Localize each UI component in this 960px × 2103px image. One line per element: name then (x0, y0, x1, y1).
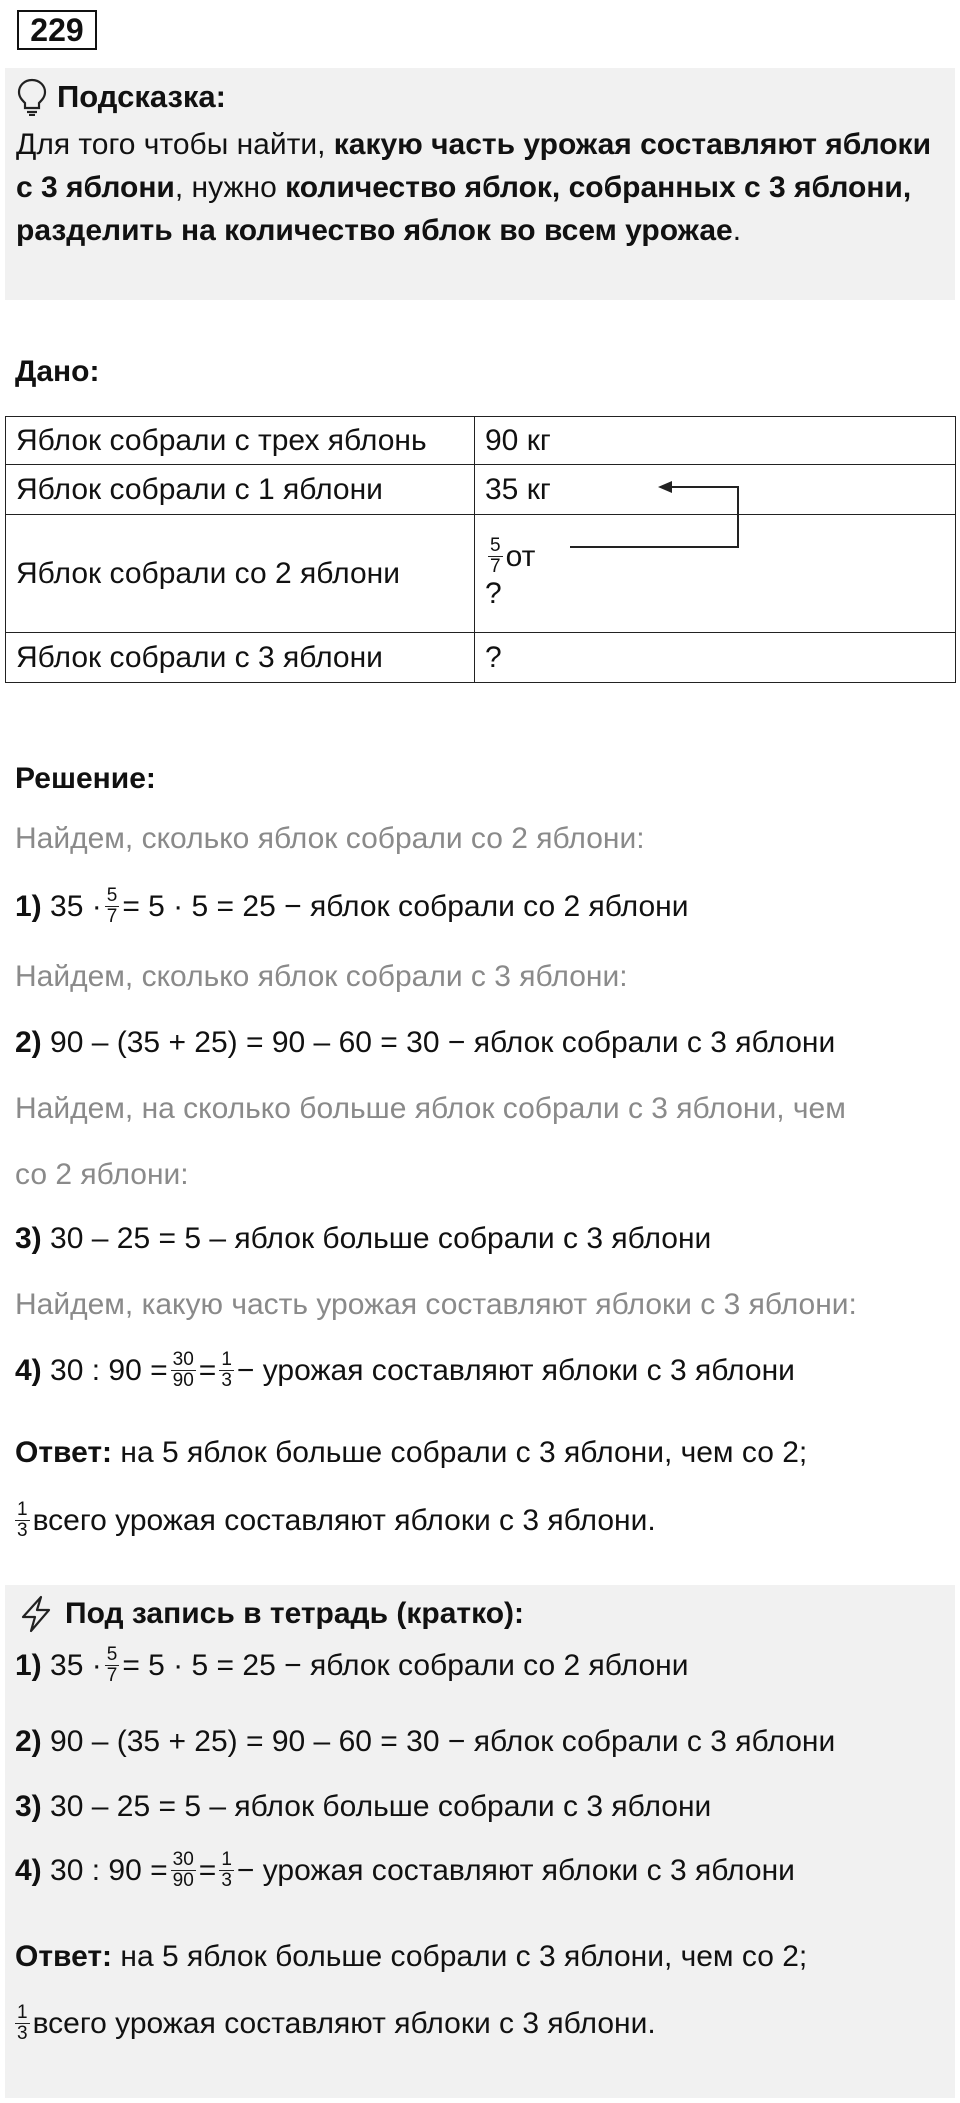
step3: 3) 30 – 25 = 5 – яблок больше собрали с 3 яблони (15, 1222, 712, 1255)
fraction: $\frac{5}{7}$ (106, 1644, 118, 1686)
fraction: $\frac{1}{3}$ (221, 1349, 232, 1391)
task-number: 229 (17, 10, 97, 50)
fraction: $\frac{1}{3}$ (17, 2002, 28, 2044)
step3-description-2: со 2 яблони: (15, 1158, 189, 1191)
table-cell: Яблок собрали с 3 яблони (6, 633, 475, 683)
hint-title (17, 78, 226, 116)
fraction: $\frac{30}{90}$ (172, 1849, 194, 1891)
step1-description: Найдем, сколько яблок собрали со 2 яблони: (15, 822, 645, 855)
hint-title-text: Подсказка: (57, 79, 226, 114)
nb-step1: 1) 35 · $\frac{5}{7}$ = 5 · 5 = 25 − яблок собрали со 2 яблони (15, 1644, 689, 1686)
step2: 2) 90 – (35 + 25) = 90 – 60 = 30 − яблок собрали с 3 яблони (15, 1026, 836, 1059)
fraction: $\frac{1}{3}$ (221, 1849, 232, 1891)
table-cell: Яблок собрали со 2 яблони (6, 515, 475, 633)
fraction: $\frac{5}{7}$ (106, 885, 118, 927)
nb-answer-line-2: $\frac{1}{3}$ всего урожая составляют яблоки с 3 яблони. (17, 2002, 656, 2044)
step4-description: Найдем, какую часть урожая составляют яблоки с 3 яблони: (15, 1288, 857, 1321)
table-cell: Яблок собрали с 1 яблони (6, 465, 475, 515)
table-cell (475, 515, 956, 633)
table-row (6, 515, 956, 633)
table-row (6, 417, 956, 465)
step2-description: Найдем, сколько яблок собрали с 3 яблони: (15, 960, 628, 993)
solution-label: Решение: (15, 762, 156, 795)
table-row (6, 633, 956, 683)
unknown-value: ? (485, 577, 502, 610)
answer-line-1: Ответ: на 5 яблок больше собрали с 3 яблони, чем со 2; (15, 1436, 808, 1469)
given-label: Дано: (15, 355, 100, 388)
hint-text: Для того чтобы найти, какую часть урожая составляют яблоки с 3 яблони, нужно количество яблок, собранных с 3 яблони, разделить на количество яблок во всем урожае. (16, 128, 932, 247)
nb-step3: 3) 30 – 25 = 5 – яблок больше собрали с 3 яблони (15, 1790, 712, 1823)
notebook-title (17, 1595, 524, 1633)
step3-description-1: Найдем, на сколько больше яблок собрали с 3 яблони, чем (15, 1092, 846, 1125)
fraction: $\frac{30}{90}$ (172, 1349, 194, 1391)
table-cell: ? (475, 633, 956, 683)
fraction: $\frac{1}{3}$ (17, 1499, 28, 1541)
lightning-icon (17, 1595, 55, 1633)
answer-line-2: $\frac{1}{3}$ всего урожая составляют яблоки с 3 яблони. (17, 1499, 656, 1541)
relation-text: от (505, 539, 536, 573)
step4: 4) 30 : 90 = $\frac{30}{90}$ = $\frac{1}{3}$ − урожая составляют яблоки с 3 яблони (15, 1349, 795, 1391)
given-table (5, 416, 956, 683)
hint-panel (5, 68, 955, 300)
lightbulb-icon (17, 78, 47, 116)
nb-step4: 4) 30 : 90 = $\frac{30}{90}$ = $\frac{1}{3}$ − урожая составляют яблоки с 3 яблони (15, 1849, 795, 1891)
step1: 1) 35 · $\frac{5}{7}$ = 5 · 5 = 25 − яблок собрали со 2 яблони (15, 885, 689, 927)
notebook-title-text: Под запись в тетрадь (кратко): (65, 1597, 525, 1630)
nb-step2: 2) 90 – (35 + 25) = 90 – 60 = 30 − яблок собрали с 3 яблони (15, 1725, 836, 1758)
notebook-panel (5, 1585, 955, 2098)
table-cell: 90 кг (475, 417, 956, 465)
table-row (6, 465, 956, 515)
nb-answer-line-1: Ответ: на 5 яблок больше собрали с 3 яблони, чем со 2; (15, 1940, 808, 1973)
table-cell: Яблок собрали с трех яблонь (6, 417, 475, 465)
fraction: $\frac{5}{7}$ (490, 535, 501, 577)
table-cell: 35 кг (475, 465, 956, 515)
